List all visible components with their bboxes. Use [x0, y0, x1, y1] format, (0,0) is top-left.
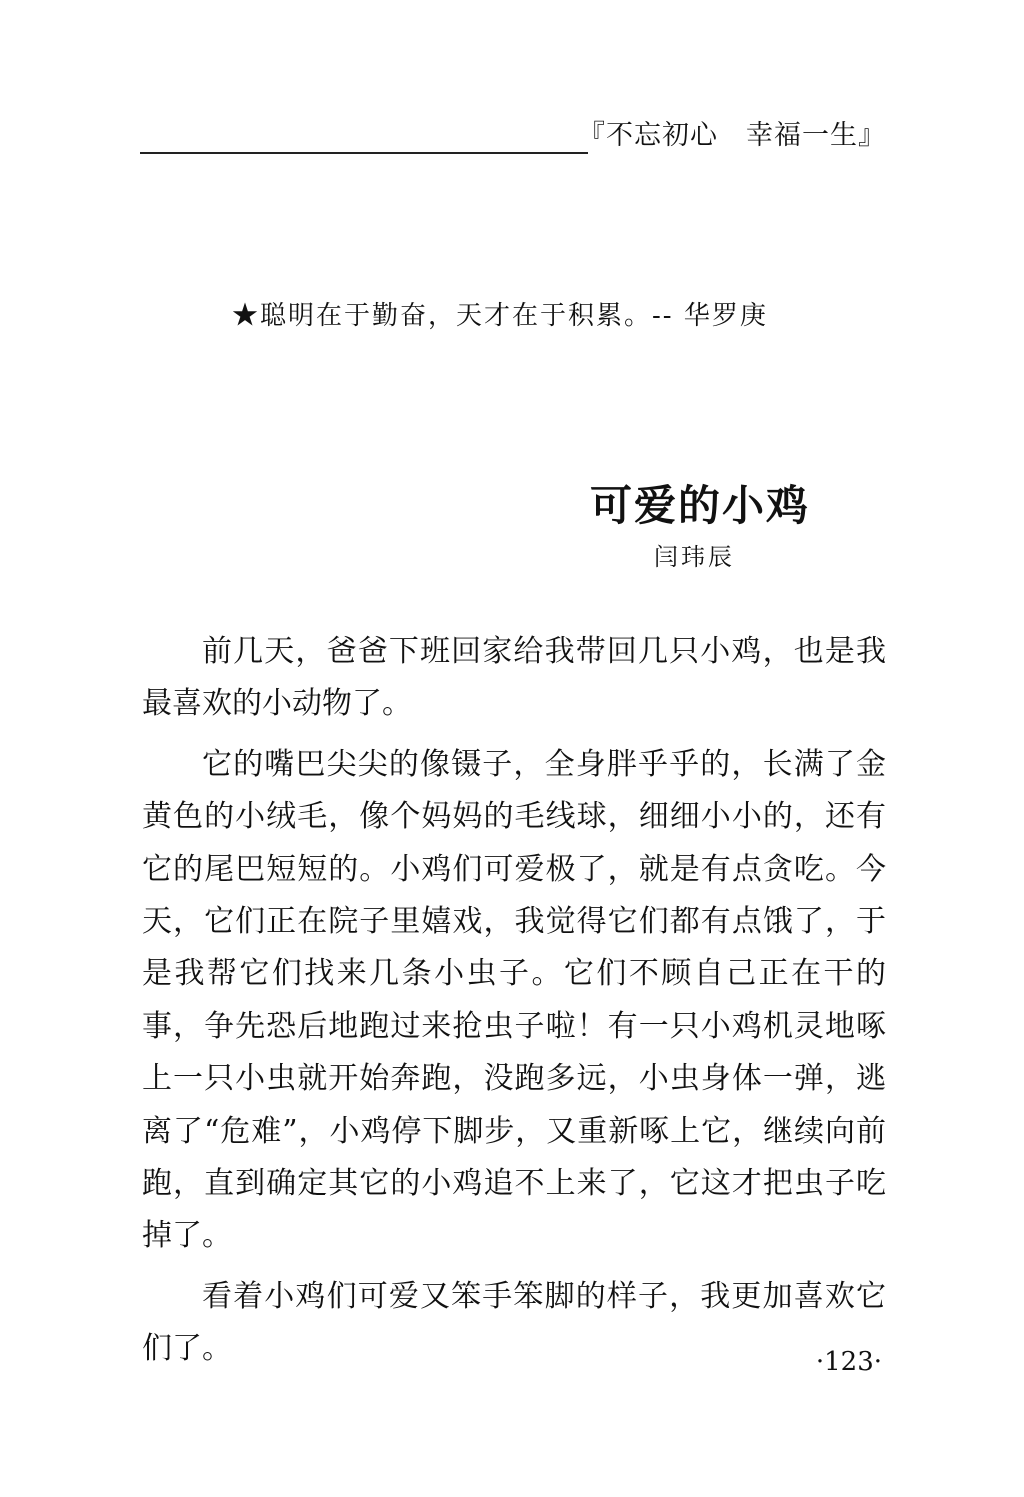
article-body [142, 626, 886, 1384]
running-header [140, 118, 888, 158]
header-rule [140, 152, 588, 154]
article-title: 可爱的小鸡 [590, 481, 811, 530]
paragraph: 看着小鸡们可爱又笨手笨脚的样子，我更加喜欢它们了。 [142, 1278, 886, 1367]
paragraph: 前几天，爸爸下班回家给我带回几只小鸡，也是我最喜欢的小动物了。 [142, 634, 886, 722]
page-number: ·123· [815, 1347, 882, 1377]
paragraph: 它的嘴巴尖尖的像镊子，全身胖乎乎的，长满了金黄色的小绒毛，像个妈妈的毛线球，细细小小的，还有它的尾巴短短的。小鸡们可爱极了，就是有点贪吃。今天，它们正在院子里嬉戏，我觉得它们都有点饿了，于是我帮它们找来几条小虫子。它们不顾自己正在干的事，争先恐后地跑过来抢虫子啦！有一只小鸡机灵地啄上一只小虫就开始奔跑，没跑多远，小虫身体一弹，逃离了“危难”，小鸡停下脚步，又重新啄上它，继续向前跑，直到确定其它的小鸡追不上来了，它这才把虫子吃掉了。 [142, 746, 886, 1254]
header-title: 『不忘初心 幸福一生』 [578, 120, 886, 151]
epigraph-quote: ★聪明在于勤奋，天才在于积累。-- 华罗庚 [232, 301, 768, 331]
article-author: 闫玮辰 [654, 543, 735, 571]
